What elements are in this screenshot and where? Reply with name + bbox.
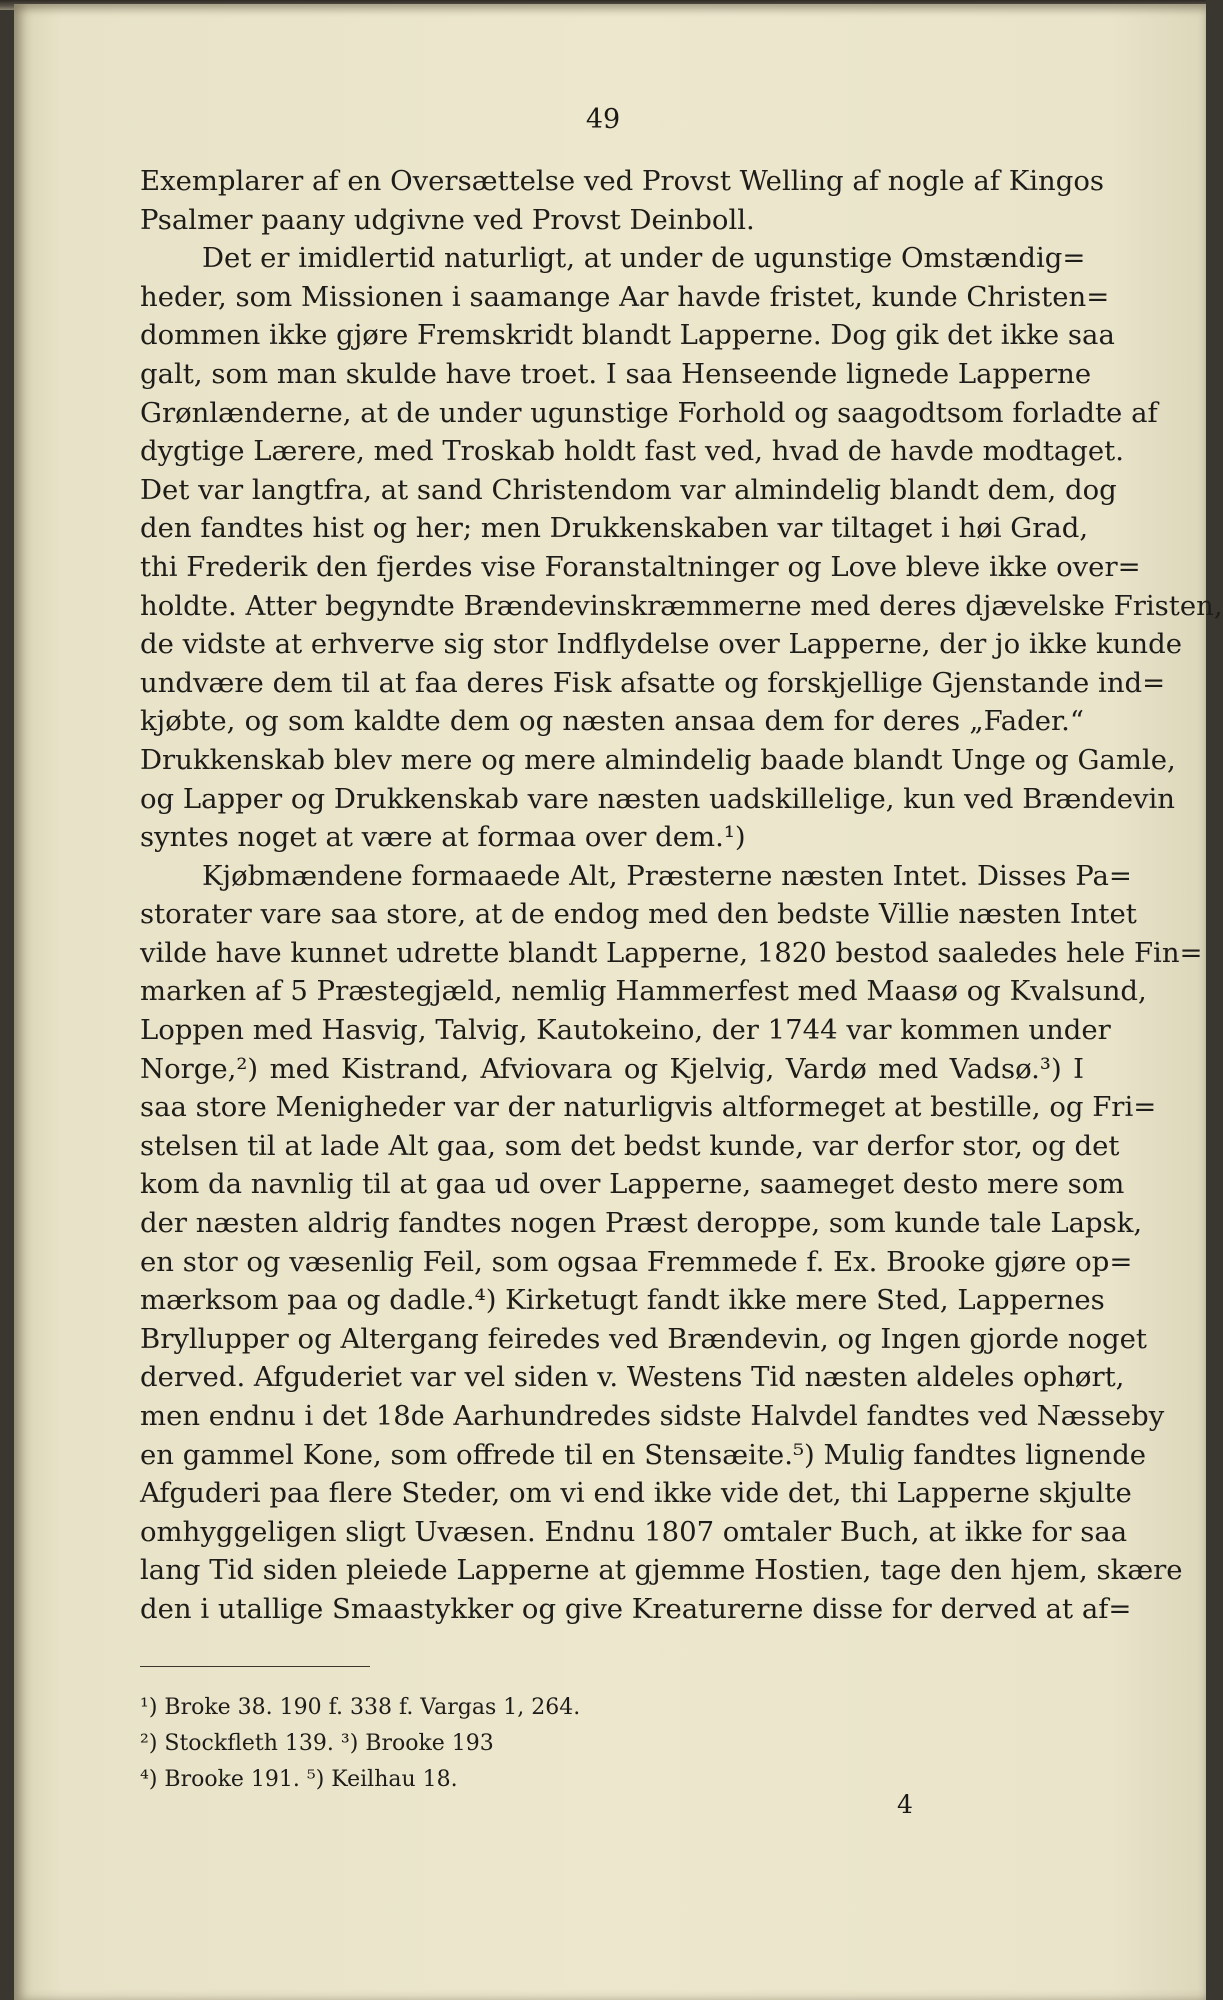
- footnote-divider: [140, 1666, 370, 1667]
- text-line: den fandtes hist og her; men Drukkenskaben var tiltaget i høi Grad,: [140, 512, 1089, 545]
- text-line: Grønlænderne, at de under ugunstige Forhold og saagodtsom forladte af: [140, 396, 1158, 429]
- footnotes: [140, 1690, 940, 1798]
- text-line: Det var langtfra, at sand Christendom var almindelig blandt dem, dog: [140, 473, 1117, 506]
- text-line: storater vare saa store, at de endog med den bedste Villie næsten Intet: [140, 898, 1137, 931]
- body-text: [140, 162, 1223, 1629]
- text-line: Afguderi paa flere Steder, om vi end ikke vide det, thi Lapperne skjulte: [140, 1477, 1132, 1510]
- text-line: de vidste at erhverve sig stor Indflydelse over Lapperne, der jo ikke kunde: [140, 628, 1182, 661]
- text-line: og Lapper og Drukkenskab vare næsten uadskillelige, kun ved Brændevin: [140, 782, 1176, 815]
- text-line: holdte. Atter begyndte Brændevinskræmmerne med deres djævelske Fristen,: [140, 589, 1223, 622]
- text-line: derved. Afguderiet var vel siden v. Westens Tid næsten aldeles ophørt,: [140, 1361, 1125, 1394]
- text-line: Exemplarer af en Oversættelse ved Provst Welling af nogle af Kingos: [140, 165, 1105, 197]
- text-line: den i utallige Smaastykker og give Kreaturerne disse for derved at af=: [140, 1592, 1132, 1625]
- text-line: mærksom paa og dadle.⁴) Kirketugt fandt ikke mere Sted, Lappernes: [140, 1284, 1105, 1317]
- text-line: dygtige Lærere, med Troskab holdt fast ved, hvad de havde modtaget.: [140, 435, 1124, 468]
- text-line: men endnu i det 18de Aarhundredes sidste Halvdel fandtes ved Næsseby: [140, 1400, 1165, 1432]
- text-line: Psalmer paany udgivne ved Provst Deinboll.: [140, 203, 755, 236]
- text-line: en stor og væsenlig Feil, som ogsaa Fremmede f. Ex. Brooke gjøre op=: [140, 1245, 1133, 1278]
- text-line: stelsen til at lade Alt gaa, som det bedst kunde, var derfor stor, og det: [140, 1129, 1120, 1162]
- text-line: heder, som Missionen i saamange Aar havde fristet, kunde Christen=: [140, 280, 1110, 313]
- text-line: Norge,²) med Kistrand, Afviovara og Kjelvig, Vardø med Vadsø.³) I: [140, 1052, 1084, 1085]
- text-line: lang Tid siden pleiede Lapperne at gjemme Hostien, tage den hjem, skære: [140, 1554, 1183, 1587]
- printer-signature-mark: 4: [897, 1790, 913, 1819]
- text-line: thi Frederik den fjerdes vise Foranstaltninger og Love bleve ikke over=: [140, 550, 1141, 583]
- text-line: saa store Menigheder var der naturligvis altformeget at bestille, og Fri=: [140, 1091, 1157, 1124]
- text-line: marken af 5 Præstegjæld, nemlig Hammerfest med Maasø og Kvalsund,: [140, 975, 1147, 1008]
- text-line: omhyggeligen sligt Uvæsen. Endnu 1807 omtaler Buch, at ikke for saa: [140, 1515, 1128, 1548]
- footnote: ⁴) Brooke 191. ⁵) Keilhau 18.: [140, 1767, 458, 1792]
- text-line: Bryllupper og Altergang feiredes ved Brændevin, og Ingen gjorde noget: [140, 1322, 1147, 1355]
- text-line: Drukkenskab blev mere og mere almindelig baade blandt Unge og Gamle,: [140, 743, 1176, 776]
- text-line: undvære dem til at faa deres Fisk afsatte og forskjellige Gjenstande ind=: [140, 666, 1166, 699]
- text-line: Loppen med Hasvig, Talvig, Kautokeino, der 1744 var kommen under: [140, 1014, 1111, 1047]
- text-line: en gammel Kone, som offrede til en Stensæite.⁵) Mulig fandtes lignende: [140, 1438, 1147, 1471]
- text-line: vilde have kunnet udrette blandt Lapperne, 1820 bestod saaledes hele Fin=: [140, 936, 1203, 969]
- footnote: ¹) Broke 38. 190 f. 338 f. Vargas 1, 264.: [140, 1695, 581, 1720]
- text-line: kjøbte, og som kaldte dem og næsten ansaa dem for deres „Fader.“: [140, 705, 1084, 738]
- text-line: galt, som man skulde have troet. I saa Henseende lignede Lapperne: [140, 357, 1092, 390]
- paragraph-start-line: Det er imidlertid naturligt, at under de ugunstige Omstændig=: [202, 242, 1086, 275]
- text-line: der næsten aldrig fandtes nogen Præst deroppe, som kunde tale Lapsk,: [140, 1207, 1143, 1240]
- text-line: syntes noget at være at formaa over dem.¹): [140, 821, 746, 854]
- text-line: dommen ikke gjøre Fremskridt blandt Lapperne. Dog gik det ikke saa: [140, 319, 1115, 352]
- page-number: 49: [585, 104, 621, 135]
- footnote: ²) Stockfleth 139. ³) Brooke 193: [140, 1731, 494, 1756]
- text-line: kom da navnlig til at gaa ud over Lapperne, saameget desto mere som: [140, 1168, 1125, 1201]
- paragraph-start-line: Kjøbmændene formaaede Alt, Præsterne næsten Intet. Disses Pa=: [202, 859, 1132, 892]
